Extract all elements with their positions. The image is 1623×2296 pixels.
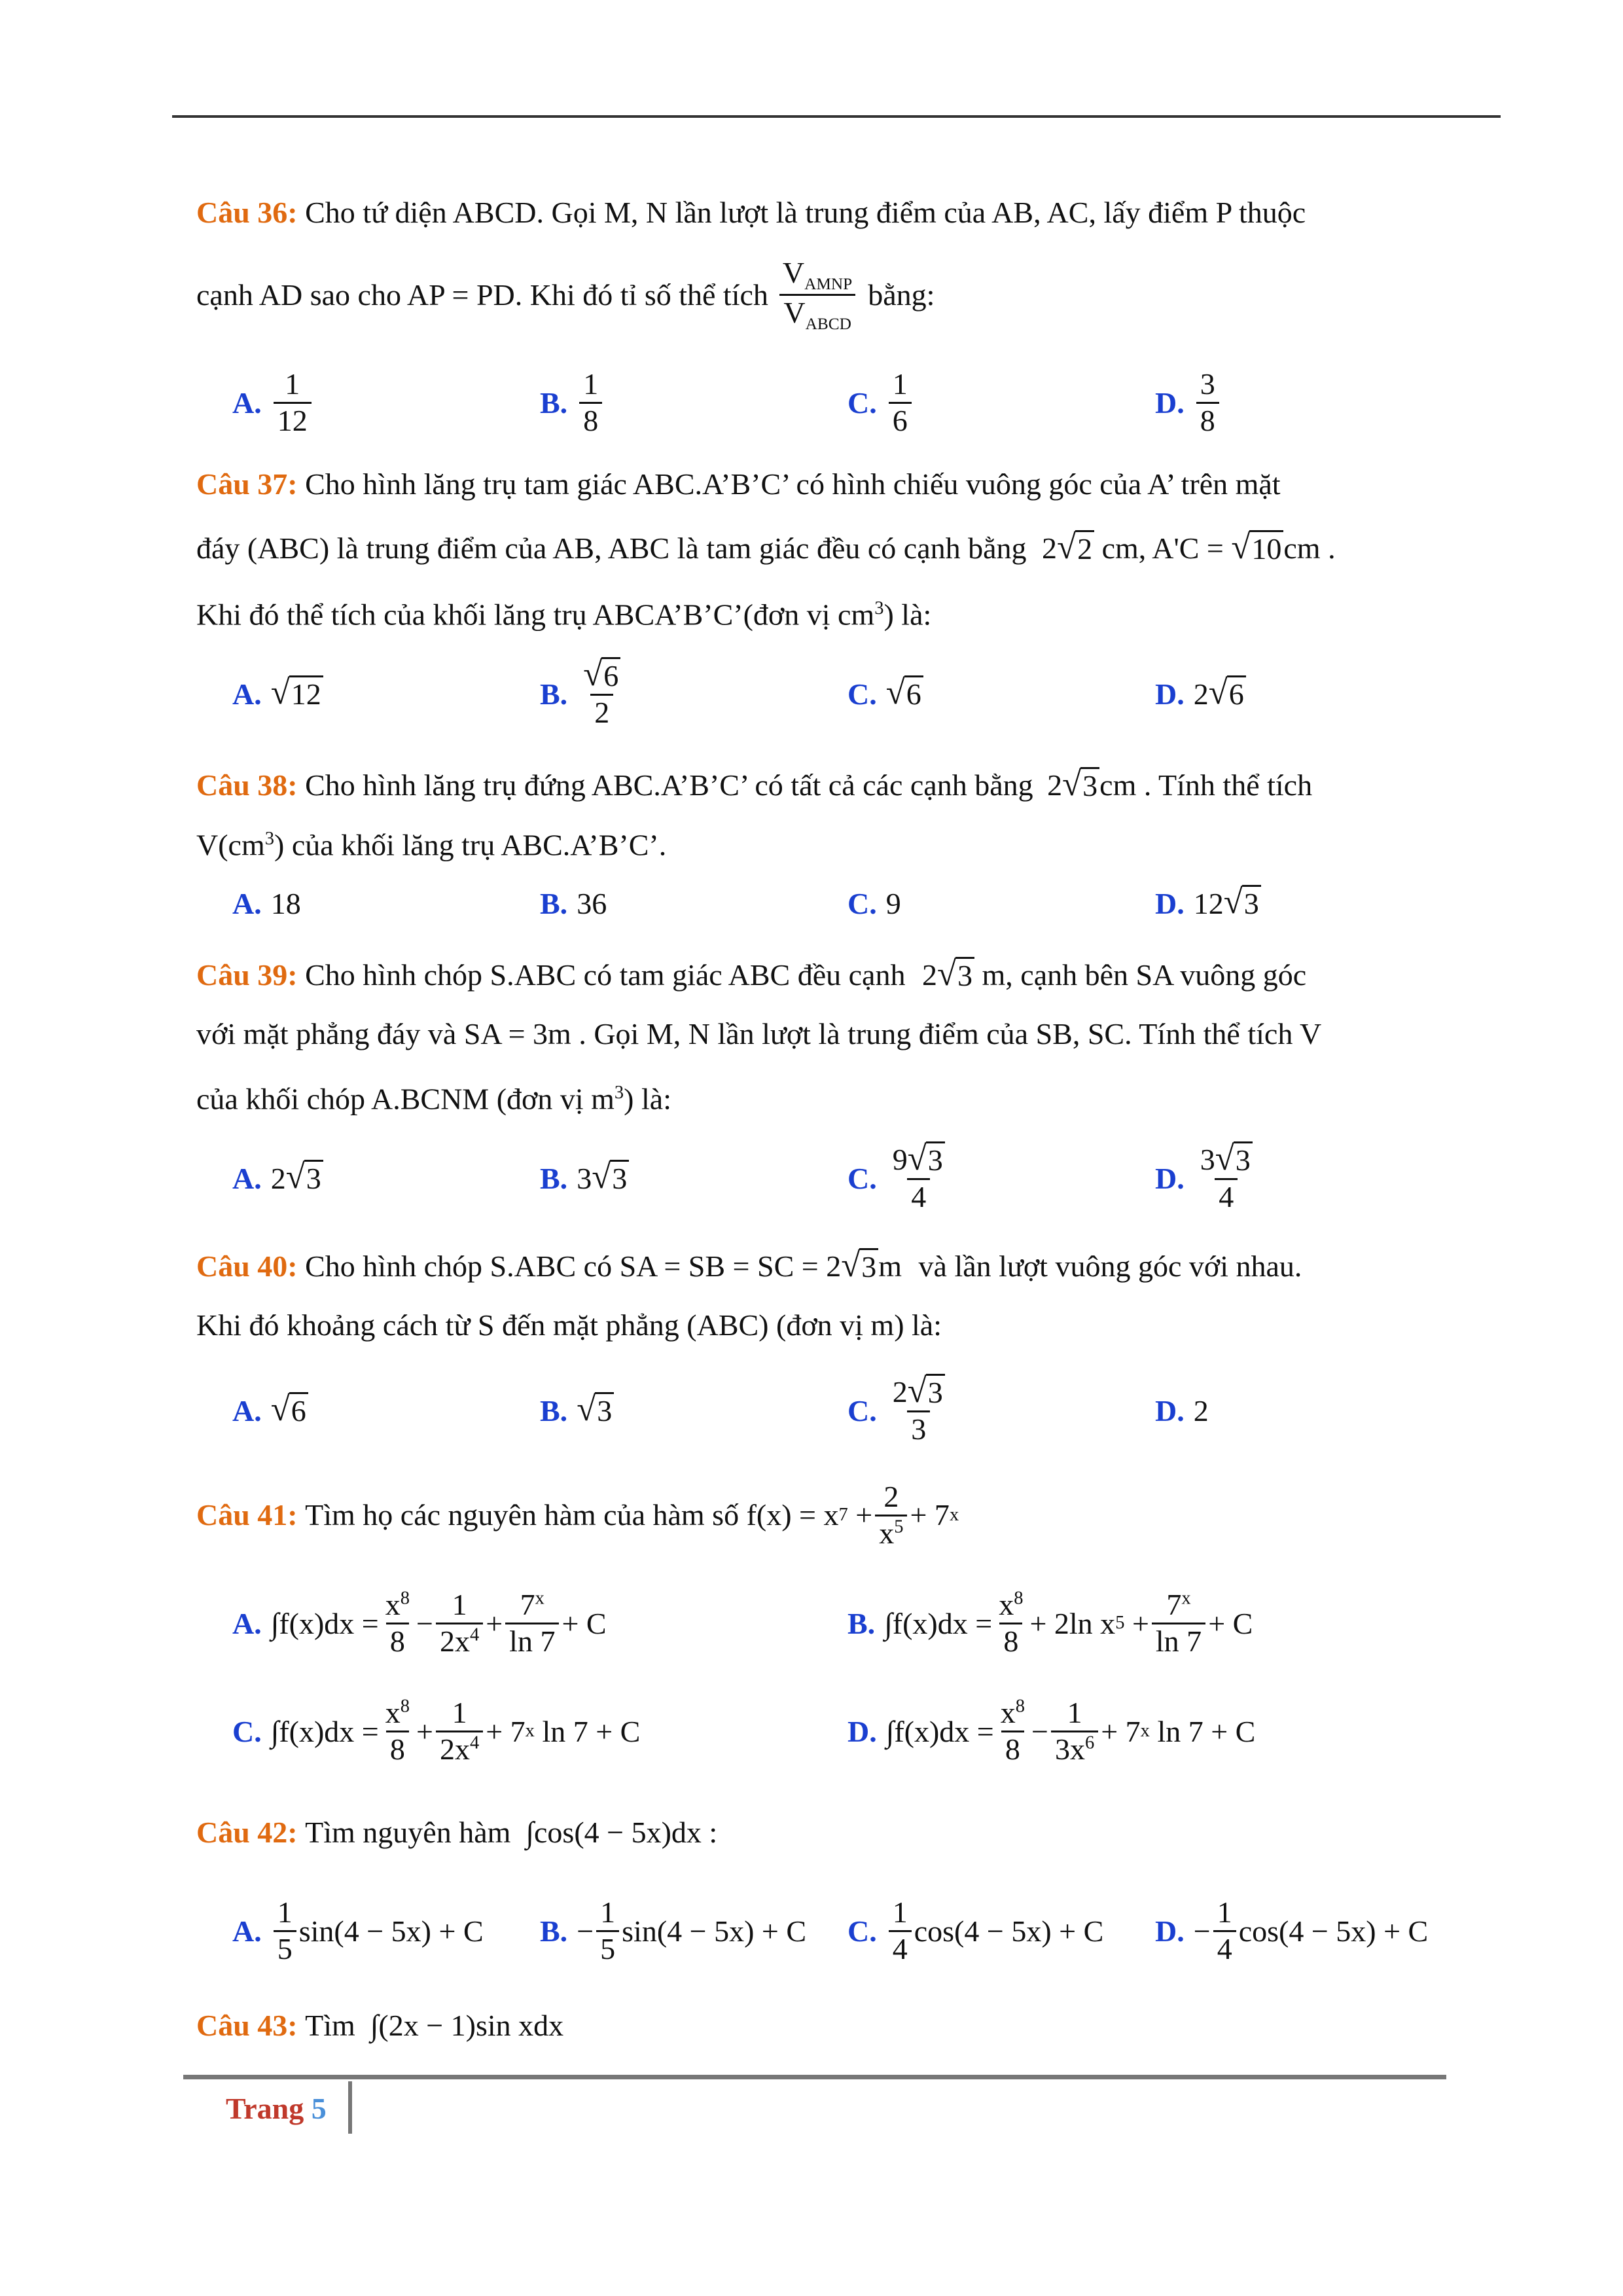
option-a[interactable]: A. 2 √ 3 — [232, 1132, 323, 1224]
integral-expression: ∫cos(4 − 5x)dx : — [526, 1816, 718, 1849]
page-footer — [226, 2091, 327, 2126]
option-c[interactable]: C. √ 6 — [847, 648, 923, 740]
question-text: Tìm — [305, 2009, 355, 2042]
question-text: của khối chóp A.BCNM (đơn vị m — [196, 1082, 615, 1116]
question-43 — [196, 2000, 1430, 2052]
question-42 — [196, 1806, 1430, 1859]
question-number: Câu 43: — [196, 2009, 298, 2042]
option-d[interactable]: D. ∫f(x)dx = $\frac{x^8}{8}$ − $\frac{1}{3x^6}$ + 7 x ln 7 + C — [847, 1695, 1256, 1766]
question-text: Cho hình chóp S.ABC có tam giác ABC đều cạnh — [305, 958, 906, 992]
question-text: Tìm nguyên hàm — [305, 1816, 511, 1849]
option-a[interactable]: A. √ 12 — [232, 648, 323, 740]
question-text: Khi đó thể tích của khối lăng trụ ABCA’B’C’(đơn vị cm — [196, 598, 875, 632]
header-rule — [172, 115, 1501, 118]
answer-row-38 — [196, 867, 1440, 939]
question-text: Cho hình chóp S.ABC có SA = SB = SC = — [305, 1249, 819, 1283]
question-text: Khi đó khoảng cách từ S đến mặt phẳng (ABC) (đơn vị m) là: — [196, 1308, 942, 1342]
footer-divider — [348, 2081, 352, 2134]
option-a[interactable]: A. 18 — [232, 886, 301, 920]
option-d[interactable]: D. 2 √ 6 — [1155, 648, 1246, 740]
option-a[interactable]: A. $\frac{1}{12}$ — [232, 357, 314, 448]
option-d[interactable]: D. 2 — [1155, 1393, 1209, 1427]
option-c[interactable]: C. ∫f(x)dx = $\frac{x^8}{8}$ + $\frac{1}{2x^4}$ + 7 x ln 7 + C — [232, 1695, 641, 1766]
question-number: Câu 41: — [196, 1498, 298, 1532]
answer-row-37 — [196, 648, 1440, 740]
option-b[interactable]: B. $\frac{1}{8}$ — [540, 357, 605, 448]
answer-row-39 — [196, 1132, 1440, 1224]
answer-row-36 — [196, 357, 1440, 448]
option-a[interactable]: A. √ 6 — [232, 1365, 308, 1456]
integral-expression: ∫(2x − 1)sin xdx — [370, 2009, 564, 2042]
option-b[interactable]: B. − $\frac{1}{5}$ sin(4 − 5x) + C — [540, 1895, 807, 1965]
option-b[interactable]: B. 3 √ 3 — [540, 1132, 629, 1224]
question-number: Câu 40: — [196, 1249, 298, 1283]
option-b[interactable]: B. ∫f(x)dx = $\frac{x^8}{8}$ + 2ln x 5 + $\frac{7^x}{\ln 7}$ + C — [847, 1587, 1253, 1658]
question-number: Câu 36: — [196, 196, 298, 229]
option-b[interactable]: B. √ 6 2 — [540, 648, 627, 740]
answer-row-41-cd — [196, 1682, 1440, 1780]
question-39: Câu 39: Cho hình chóp S.ABC có tam giác ABC đều cạnh 2 √ 3 m, cạnh bên SA vuông góc với mặt phẳng đáy và SA = 3m . Gọi M, N lần lượt là trung điểm của SB, SC. Tính thể tích V của khối chóp A.BCNM (đơn vị $m^3$) là: — [196, 955, 1322, 1116]
question-number: Câu 39: — [196, 958, 298, 992]
question-40: Câu 40: Cho hình chóp S.ABC có SA = SB = SC = 2 √ 3 m và lần lượt vuông góc với nhau. Khi đó khoảng cách từ S đến mặt phẳng (ABC) (đơn vị m) là: — [196, 1246, 1302, 1342]
question-36 — [196, 193, 1430, 334]
question-text: Cho tứ diện ABCD. Gọi M, N lần lượt là trung điểm của AB, AC, lấy điểm P thuộc — [305, 196, 1306, 229]
question-text: với mặt phẳng đáy và SA = 3m . Gọi M, N lần lượt là trung điểm của SB, SC. Tính thể tích V — [196, 1017, 1322, 1050]
option-d[interactable]: D. $\frac{3}{8}$ — [1155, 357, 1222, 448]
question-41: Câu 41: Tìm họ các nguyên hàm của hàm số f(x) = x 7 + $\frac{2}{x^5}$ + 7 x — [196, 1479, 959, 1550]
page-number: 5 — [311, 2092, 327, 2125]
footer-label: Trang — [226, 2092, 304, 2125]
question-number: Câu 42: — [196, 1816, 298, 1849]
option-b[interactable]: B. 36 — [540, 886, 607, 920]
option-a[interactable]: A. ∫f(x)dx = $\frac{x^8}{8}$ − $\frac{1}{2x^4}$ + $\frac{7^x}{\ln 7}$ + C — [232, 1587, 607, 1658]
option-c[interactable]: C. $\frac{1}{4}$ cos(4 − 5x) + C — [847, 1895, 1104, 1965]
answer-row-40 — [196, 1365, 1440, 1456]
footer-rule — [183, 2075, 1446, 2079]
question-text: Tìm họ các nguyên hàm của hàm số — [305, 1498, 740, 1532]
option-c[interactable]: C. 9 √ 3 4 — [847, 1132, 952, 1224]
volume-ratio-fraction: $\frac{V_{AMNP}}{V_{ABCD}}$ — [779, 256, 856, 334]
question-number: Câu 37: — [196, 467, 298, 501]
question-text: đáy (ABC) là trung điểm của AB, ABC là tam giác đều có cạnh bằng — [196, 531, 1027, 565]
option-d[interactable]: D. 3 √ 3 4 — [1155, 1132, 1259, 1224]
question-number: Câu 38: — [196, 768, 298, 802]
option-c[interactable]: C. $\frac{1}{6}$ — [847, 357, 914, 448]
option-c[interactable]: C. 2 √ 3 3 — [847, 1365, 952, 1456]
answer-row-41-ab — [196, 1574, 1440, 1672]
question-37: Câu 37: Cho hình lăng trụ tam giác ABC.A’B’C’ có hình chiếu vuông góc của A’ trên mặt đáy (ABC) là trung điểm của AB, ABC là tam giác đều có cạnh bằng 2 √ 2 cm, A'C = √ 10 cm . Khi đó thể tích của khối lăng trụ ABCA’B’C’(đơn vị $cm^3$) là: — [196, 467, 1336, 632]
question-38: Câu 38: Cho hình lăng trụ đứng ABC.A’B’C’ có tất cả các cạnh bằng 2 √ 3 cm . Tính thể tích $V(cm^3)$ của khối lăng trụ ABC.A’B’C’. — [196, 765, 1313, 862]
question-text: Cho hình lăng trụ đứng ABC.A’B’C’ có tất cả các cạnh bằng — [305, 768, 1033, 802]
option-d[interactable]: D. − $\frac{1}{4}$ cos(4 − 5x) + C — [1155, 1895, 1429, 1965]
option-d[interactable]: D. 12 √ 3 — [1155, 867, 1261, 939]
question-text: Cho hình lăng trụ tam giác ABC.A’B’C’ có hình chiếu vuông góc của A’ trên mặt — [305, 467, 1281, 501]
option-c[interactable]: C. 9 — [847, 886, 901, 920]
question-text: V(cm — [196, 828, 265, 862]
option-b[interactable]: B. √ 3 — [540, 1365, 614, 1456]
answer-row-42 — [196, 1885, 1440, 1977]
question-text: cạnh AD sao cho AP = PD. Khi đó tỉ số thể tích — [196, 278, 768, 312]
option-a[interactable]: A. $\frac{1}{5}$ sin(4 − 5x) + C — [232, 1895, 484, 1965]
question-text: bằng: — [868, 278, 935, 312]
